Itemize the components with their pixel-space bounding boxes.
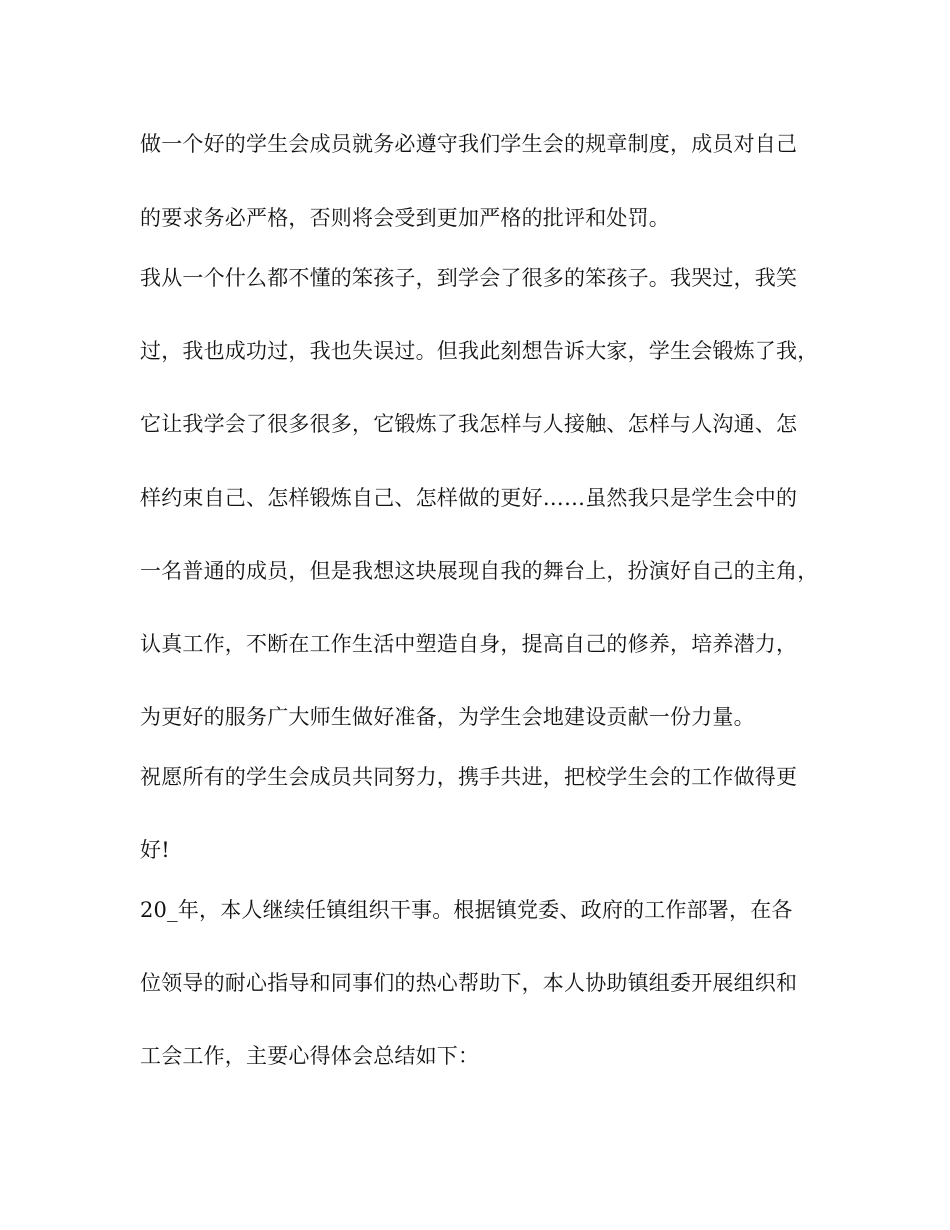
text-line: 过，我也成功过，我也失误过。但我此刻想告诉大家，学生会锻炼了我， [140, 339, 819, 363]
text-line: 一名普通的成员，但是我想这块展现自我的舞台上，扮演好自己的主角， [140, 559, 819, 583]
text-line: 工会工作，主要心得体会总结如下： [140, 1044, 480, 1068]
text-line: 祝愿所有的学生会成员共同努力，携手共进，把校学生会的工作做得更 [140, 765, 798, 789]
text-line: 做一个好的学生会成员就务必遵守我们学生会的规章制度，成员对自己 [140, 132, 798, 156]
text-line: 的要求务必严格，否则将会受到更加严格的批评和处罚。 [140, 206, 670, 230]
text-line: 它让我学会了很多很多，它锻炼了我怎样与人接触、怎样与人沟通、怎 [140, 412, 798, 436]
text-line: 我从一个什么都不懂的笨孩子，到学会了很多的笨孩子。我哭过，我笑 [140, 266, 798, 290]
text-line: 为更好的服务广大师生做好准备，为学生会地建设贡献一份力量。 [140, 705, 755, 729]
text-line: 样约束自己、怎样锻炼自己、怎样做的更好……虽然我只是学生会中的 [140, 486, 798, 510]
text-line: 位领导的耐心指导和同事们的热心帮助下，本人协助镇组委开展组织和 [140, 971, 798, 995]
text-line: 认真工作，不断在工作生活中塑造自身，提高自己的修养，培养潜力， [140, 632, 798, 656]
text-line: 好! [140, 838, 170, 862]
text-line: 20_年，本人继续任镇组织干事。根据镇党委、政府的工作部署，在各 [140, 898, 793, 922]
